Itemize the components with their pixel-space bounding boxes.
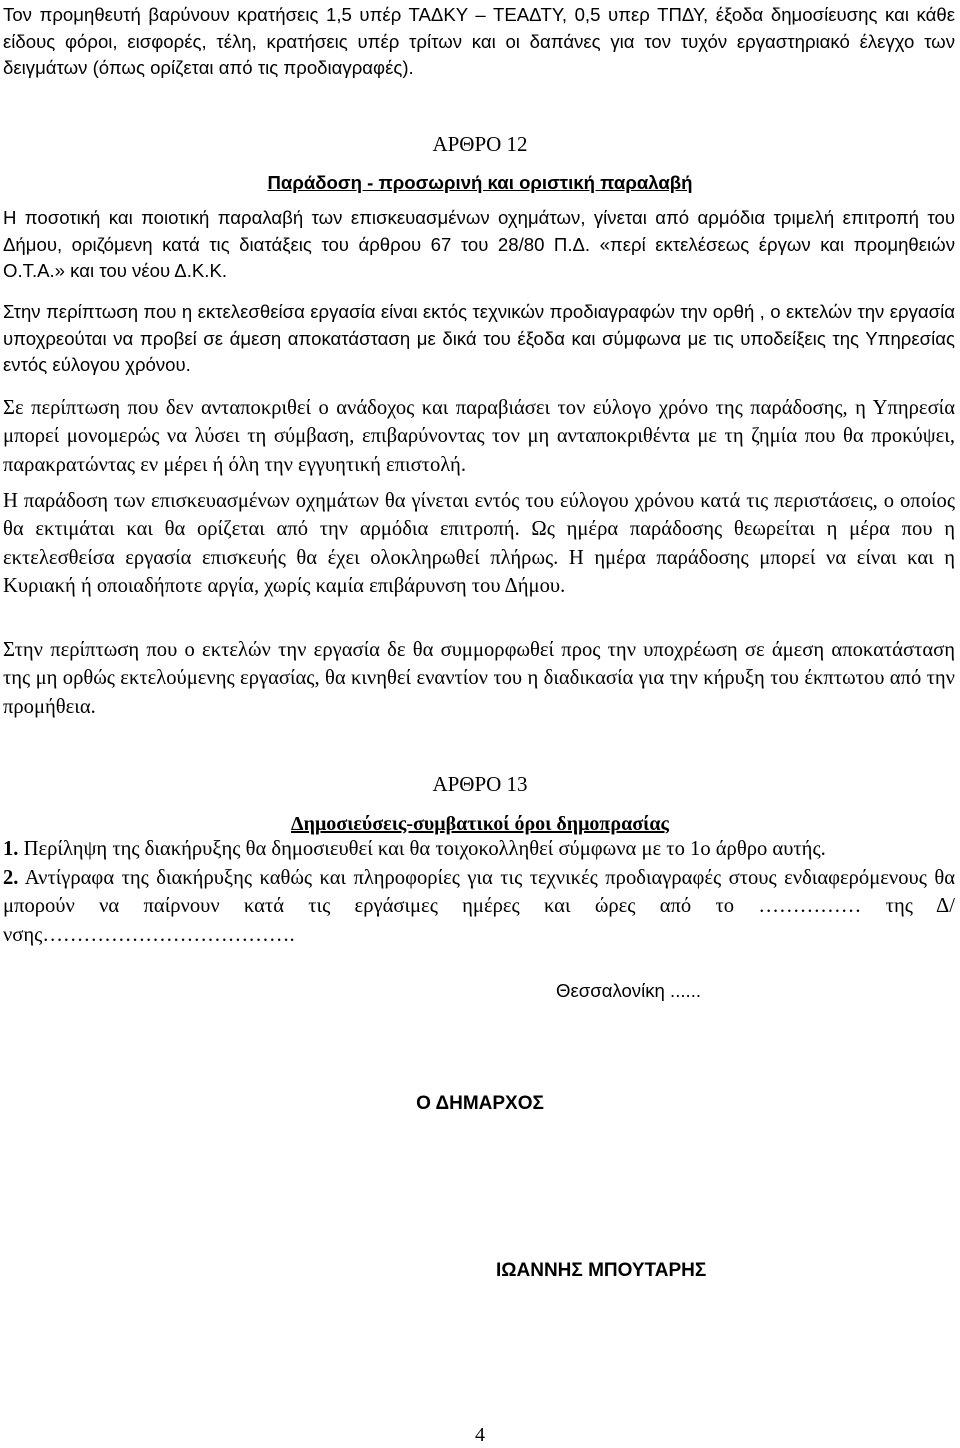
article-12-heading: ΑΡΘΡΟ 12 xyxy=(432,132,528,156)
signature-city-date: Θεσσαλονίκη ...... xyxy=(556,980,702,1001)
article-13-item-1 xyxy=(3,835,955,863)
signature-name: ΙΩΑΝΝΗΣ ΜΠΟΥΤΑΡΗΣ xyxy=(496,1260,707,1281)
article-12-paragraph-2: Στην περίπτωση που η εκτελεσθείσα εργασία είναι εκτός τεχνικών προδιαγραφών την ορθή , ο εκτελών την εργασία υποχρεούται να προβεί σε άμεση αποκατάσταση με δικά του έξοδα και σύμφωνα με τις υποδείξεις της Υπηρεσίας εντός εύλογου χρόνου. xyxy=(3,301,955,375)
intro-paragraph: Τον προμηθευτή βαρύνουν κρατήσεις 1,5 υπέρ ΤΑΔΚΥ – ΤΕΑΔΤΥ, 0,5 υπερ ΤΠΔΥ, έξοδα δημοσίευσης και κάθε είδους φόροι, εισφορές, τέλη, κρατήσεις υπέρ τρίτων και οι δαπάνες για τον τυχόν εργαστηριακό έλεγχο των δειγμάτων (όπως ορίζεται από τις προδιαγραφές). xyxy=(3,4,955,78)
article-12-paragraph-4: Η παράδοση των επισκευασμένων οχημάτων θα γίνεται εντός του εύλογου χρόνου κατά τις περιστάσεις, ο οποίος θα εκτιμάται και θα ορίζεται από την αρμόδια επιτροπή. Ως ημέρα παράδοσης θεωρείται η μέρα που η εκτελεσθείσα εργασία επισκευής θα έχει ολοκληρωθεί πλήρως. Η ημέρα παράδοσης μπορεί να είναι και η Κυριακή ή οποιαδήποτε αργία, χωρίς καμία επιβάρυνση του Δήμου. xyxy=(3,490,955,598)
page-number: 4 xyxy=(475,1424,485,1446)
article-13-subtitle: Δημοσιεύσεις-συμβατικοί όροι δημοπρασίας xyxy=(291,813,669,835)
item-text: Περίληψη της διακήρυξης θα δημοσιευθεί και θα τοιχοκολληθεί σύμφωνα με το 1ο άρθρο αυτής. xyxy=(23,838,826,860)
article-12-subtitle: Παράδοση - προσωρινή και οριστική παραλαβή xyxy=(267,172,693,193)
signature-title: Ο ΔΗΜΑΡΧΟΣ xyxy=(416,1093,544,1114)
article-12-paragraph-3: Σε περίπτωση που δεν ανταποκριθεί ο ανάδοχος και παραβιάσει τον εύλογο χρόνο της παράδοσης, η Υπηρεσία μπορεί μονομερώς να λύσει τη σύμβαση, επιβαρύνοντας τον μη ανταποκριθέντα με τη ζημία που θα προκύψει, παρακρατώντας εν μέρει ή όλη την εγγυητική επιστολή. xyxy=(3,397,955,476)
article-13-heading: ΑΡΘΡΟ 13 xyxy=(432,772,528,796)
article-12-paragraph-1: Η ποσοτική και ποιοτική παραλαβή των επισκευασμένων οχημάτων, γίνεται από αρμόδια τριμελή επιτροπή του Δήμου, οριζόμενη κατά τις διατάξεις του άρθρου 67 του 28/80 Π.Δ. «περί εκτελέσεως έργων και προμηθειών Ο.Τ.Α.» και του νέου Δ.Κ.Κ. xyxy=(3,207,955,281)
item-text: Αντίγραφα της διακήρυξης καθώς και πληροφορίες για τις τεχνικές προδιαγραφές στους ενδιαφερόμενους θα μπορούν να παίρνουν κατά τις εργάσιμες ημέρες και ώρες από το …………… της Δ/νσης………………………………. xyxy=(3,867,955,946)
item-number: 1. xyxy=(3,838,19,860)
article-13-item-2 xyxy=(3,864,955,949)
article-12-paragraph-5: Στην περίπτωση που ο εκτελών την εργασία δε θα συμμορφωθεί προς την υποχρέωση σε άμεση αποκατάσταση της μη ορθώς εκτελούμενης εργασίας, θα κινηθεί εναντίον του η διαδικασία για την κήρυξη του έκπτωτου από την προμήθεια. xyxy=(3,639,955,718)
item-number: 2. xyxy=(3,867,19,889)
